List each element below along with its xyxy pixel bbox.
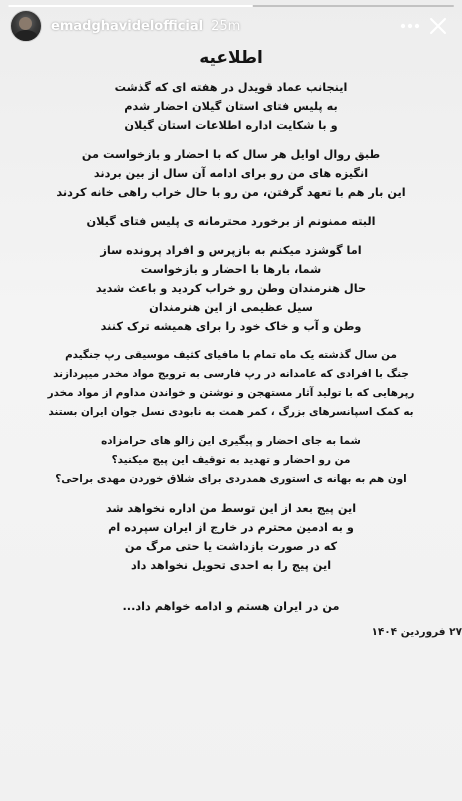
- paragraph-7: [0, 499, 462, 575]
- text-line: من رو احضار و تهدید به توقیف این پیج میکنید؟: [111, 454, 351, 466]
- text-line: که در صورت بازداشت یا حتی مرگ من: [124, 540, 338, 553]
- text-line: من سال گذشته یک ماه تمام با مافیای کثیف موسیقی رپ جنگیدم: [65, 349, 397, 361]
- text-line: من در ایران هستم و ادامه خواهم داد...: [122, 600, 340, 613]
- text-line: اما گوشزد میکنم به بازپرس و افراد پرونده ساز: [100, 244, 362, 257]
- text-line: طبق روال اوایل هر سال که با احضار و بازخواست من: [81, 148, 381, 161]
- paragraph-1: [0, 78, 462, 135]
- text-line: وطن و آب و خاک خود را برای همیشه ترک کنند: [100, 320, 362, 333]
- paragraph-4: [0, 241, 462, 336]
- text-line: و به ادمین محترم در خارج از ایران سپرده ام: [108, 521, 354, 534]
- story-text-content: [0, 48, 462, 638]
- text-line: شما، بارها با احضار و بازخواست: [140, 263, 322, 276]
- text-line: اینجانب عماد قویدل در هفته ای که گذشت: [114, 81, 348, 94]
- text-line: این بار هم با تعهد گرفتن، من رو با حال خراب راهی خانه کردند: [56, 186, 406, 199]
- text-line: این پیج را به احدی تحویل نخواهد داد: [130, 559, 332, 572]
- text-line: حال هنرمندان وطن رو خراب کردید و باعث شدید: [95, 282, 367, 295]
- text-line: شما به جای احضار و پیگیری این زالو های حرامزاده: [101, 435, 361, 447]
- text-line: این پیج بعد از این توسط من اداره نخواهد شد: [105, 502, 357, 515]
- username[interactable]: emadghavidelofficial: [51, 18, 204, 34]
- text-line: سیل عظیمی از این هنرمندان: [149, 301, 313, 314]
- announcement-title: اطلاعیه: [199, 48, 263, 68]
- paragraph-3: [0, 212, 462, 231]
- text-line: اون هم به بهانه ی استوری همدردی برای شلاق خوردن مهدی براحی؟: [55, 473, 407, 485]
- story-progress-fill: [8, 5, 253, 7]
- story-timestamp: 25m: [211, 18, 241, 34]
- text-line: جنگ با افرادی که عامدانه در رپ فارسی به ترویج مواد مخدر میپردازند: [53, 368, 409, 380]
- paragraph-6: [0, 432, 462, 489]
- text-line: و با شکایت اداره اطلاعات استان گیلان: [124, 119, 338, 132]
- text-line: به پلیس فتای استان گیلان احضار شدم: [124, 100, 338, 113]
- paragraph-5: [0, 346, 462, 422]
- text-line: به کمک اسپانسرهای بزرگ ، کمر همت به نابودی نسل جوان ایران بستند: [48, 406, 414, 418]
- paragraph-2: [0, 145, 462, 202]
- story-header: [10, 10, 452, 42]
- close-icon[interactable]: [424, 12, 452, 40]
- text-line: البته ممنونم از برخورد محترمانه ی پلیس فتای گیلان: [86, 215, 376, 228]
- story-progress-bar: [8, 5, 454, 7]
- paragraph-8: [0, 597, 462, 616]
- profile-avatar[interactable]: [10, 10, 42, 42]
- more-dots-icon[interactable]: [396, 12, 424, 40]
- post-date: ۲۷ فروردین ۱۴۰۴: [371, 626, 462, 638]
- text-line: انگیزه های من رو برای ادامه آن سال از بین بردند: [93, 167, 369, 180]
- text-line: رپرهایی که با تولید آثار مستهجن و نوشتن و خواندن مداوم از مواد مخدر: [47, 387, 415, 399]
